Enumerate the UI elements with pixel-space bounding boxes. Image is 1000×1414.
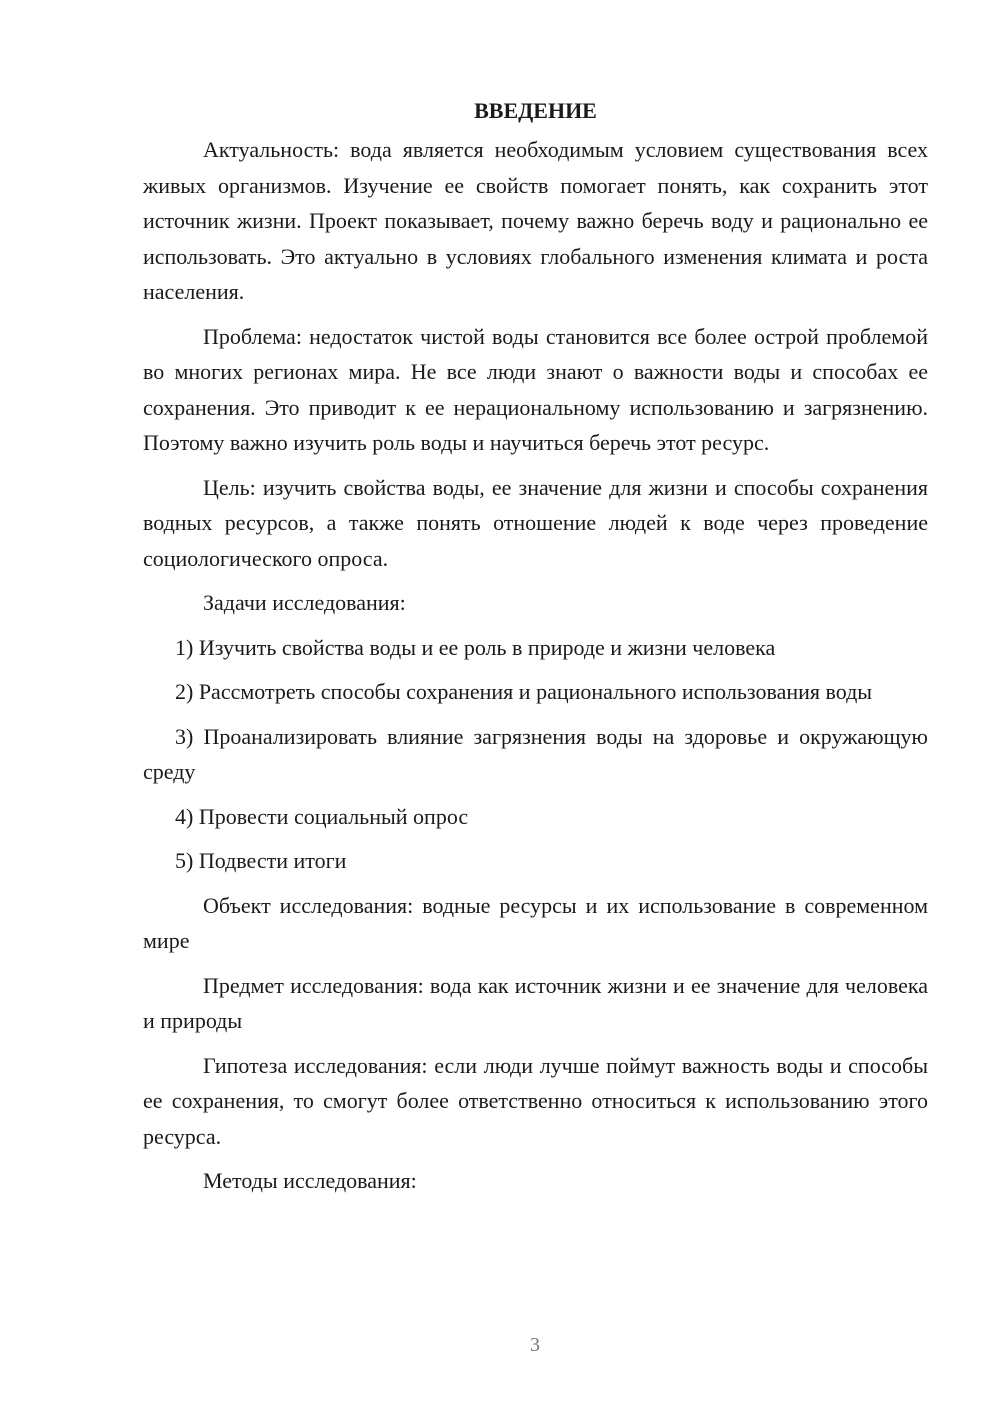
document-page bbox=[143, 94, 928, 1208]
paragraph-problem: Проблема: недостаток чистой воды становится все более острой проблемой во многих регионах мира. Не все люди знают о важности воды и способах ее сохранения. Это приводит к ее нерациональному использованию и загрязнению. Поэтому важно изучить роль воды и научиться беречь этот ресурс. bbox=[143, 323, 928, 455]
paragraph-subject: Предмет исследования: вода как источник жизни и ее значение для человека и природы bbox=[143, 972, 928, 1033]
task-item-5: 5) Подвести итоги bbox=[175, 848, 347, 873]
section-title: ВВЕДЕНИЕ bbox=[474, 98, 597, 123]
paragraph-methods: Методы исследования: bbox=[203, 1168, 417, 1193]
paragraph-tasks-heading: Задачи исследования: bbox=[203, 590, 406, 615]
paragraph-hypothesis: Гипотеза исследования: если люди лучше поймут важность воды и способы ее сохранения, то смогут более ответственно относиться к использованию этого ресурса. bbox=[143, 1052, 928, 1149]
paragraph-relevance: Актуальность: вода является необходимым условием существования всех живых организмов. Изучение ее свойств помогает понять, как сохранить этот источник жизни. Проект показывает, почему важно беречь воду и рационально ее использовать. Это актуально в условиях глобального изменения климата и роста населения. bbox=[143, 137, 928, 304]
task-item-2: 2) Рассмотреть способы сохранения и рационального использования воды bbox=[175, 679, 873, 704]
task-item-1: 1) Изучить свойства воды и ее роль в природе и жизни человека bbox=[175, 634, 776, 660]
page-number: 3 bbox=[530, 1334, 540, 1356]
task-item-3: 3) Проанализировать влияние загрязнения воды на здоровье и окружающую среду bbox=[143, 723, 928, 784]
paragraph-goal: Цель: изучить свойства воды, ее значение для жизни и способы сохранения водных ресурсов, а также понять отношение людей к воде через проведение социологического опроса. bbox=[143, 474, 928, 571]
task-item-4: 4) Провести социальный опрос bbox=[175, 803, 469, 829]
paragraph-object: Объект исследования: водные ресурсы и их использование в современном мире bbox=[143, 892, 928, 953]
